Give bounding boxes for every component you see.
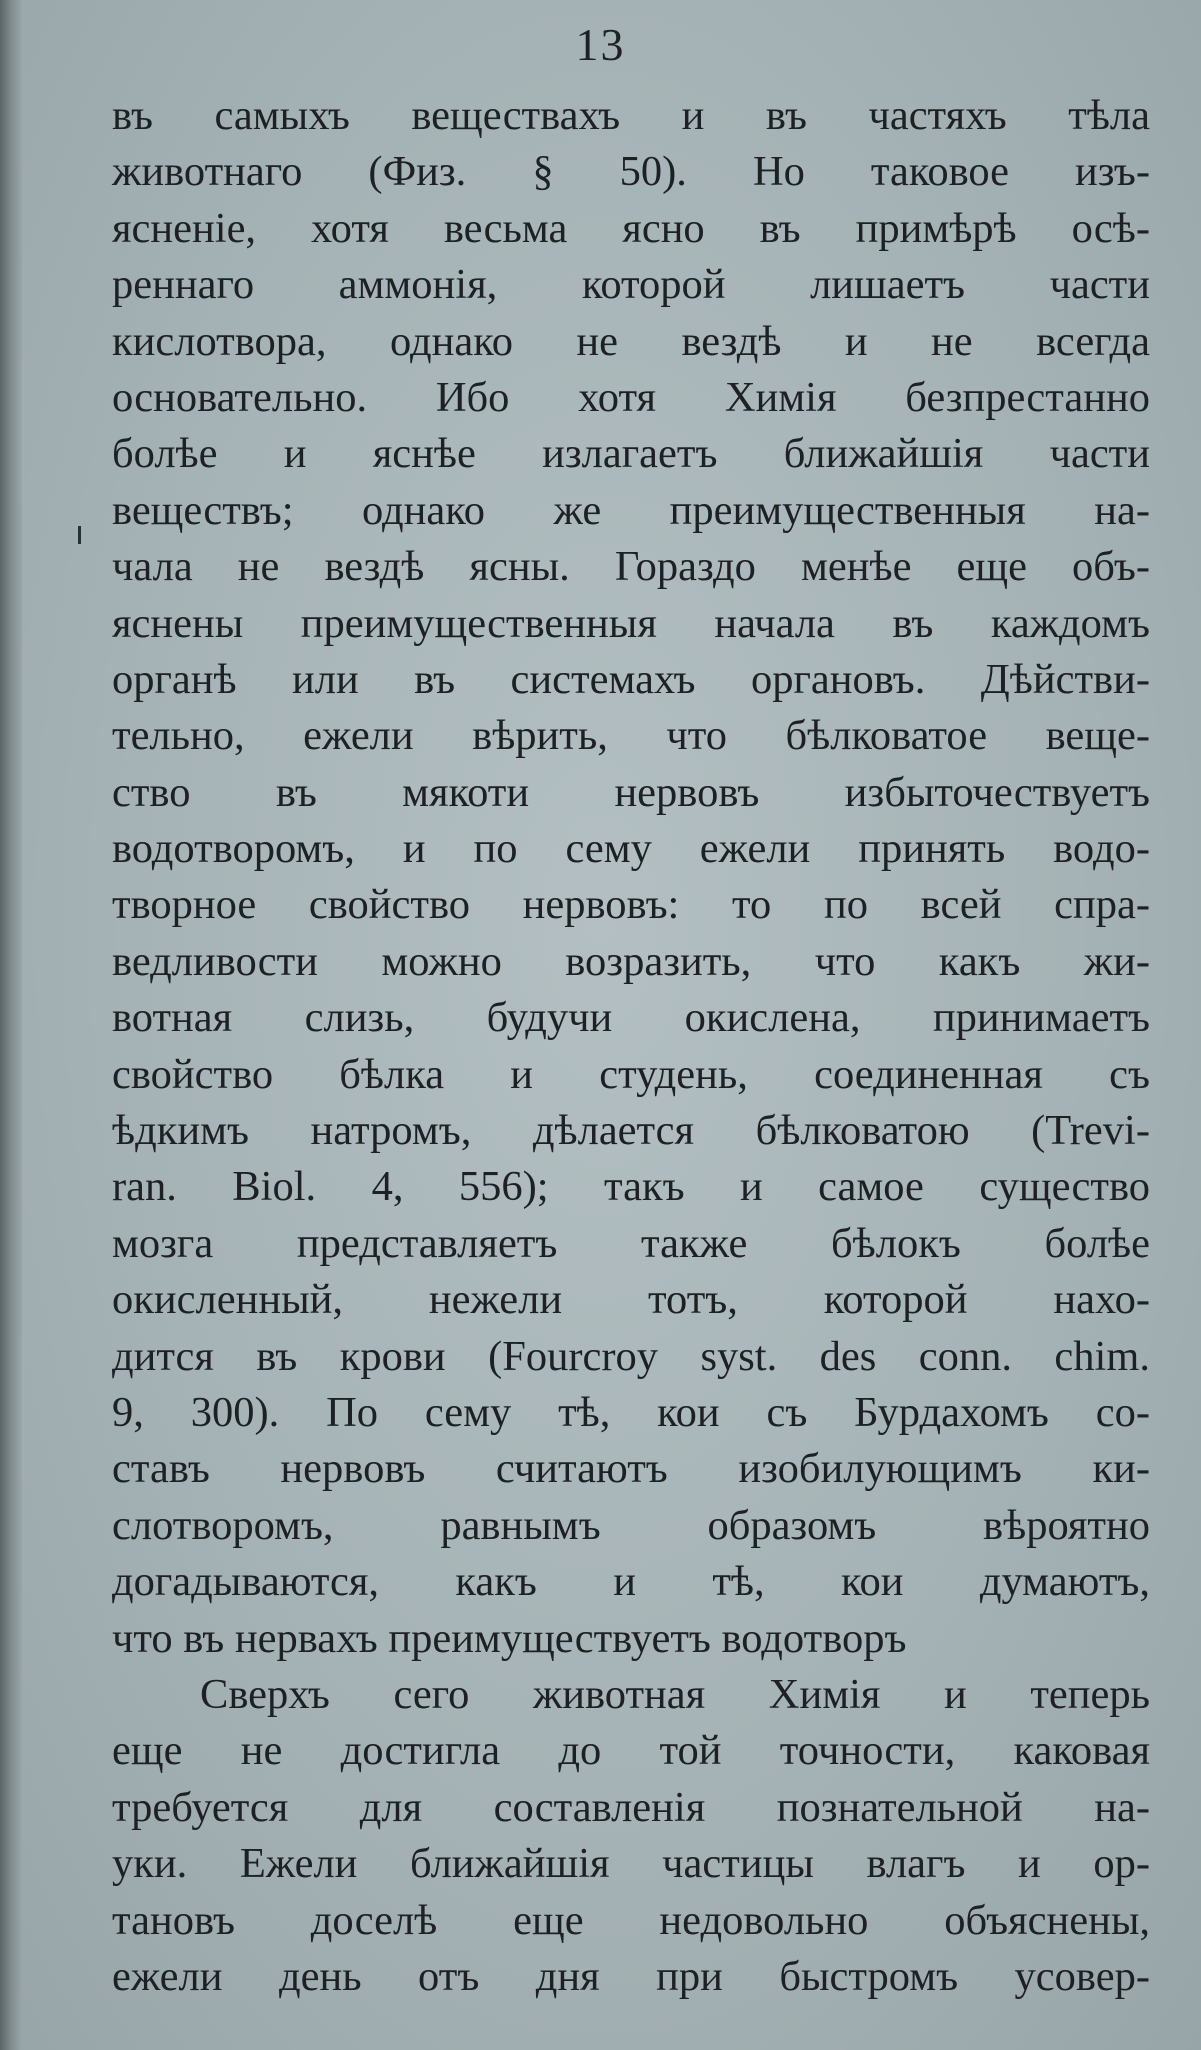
text-line: слотворомъ, равнымъ образомъ вѣроятно xyxy=(112,1501,1150,1549)
text-line: еще не достигла до той точности, каковая xyxy=(112,1727,1150,1775)
text-line: вотная слизь, будучи окислена, принимаетъ xyxy=(112,994,1150,1042)
text-line: творное свойство нервовъ: то по всей спра- xyxy=(112,881,1150,929)
text-line: основательно. Ибо хотя Химія безпрестанно xyxy=(112,373,1150,421)
text-line: ство въ мякоти нервовъ избыточествуетъ xyxy=(112,768,1150,816)
text-line: тельно, ежели вѣрить, что бѣлковатое веще- xyxy=(112,712,1150,760)
text-line: ежели день отъ дня при быстромъ усовер- xyxy=(112,1952,1150,2000)
page-binding-edge xyxy=(0,0,22,2050)
text-line: въ самыхъ веществахъ и въ частяхъ тѣла xyxy=(112,92,1150,139)
text-line: реннаго аммонія, которой лишаетъ части xyxy=(112,261,1150,309)
text-line: водотворомъ, и по сему ежели принять водо- xyxy=(112,825,1150,873)
text-line: что въ нервахъ преимуществуетъ водотворъ xyxy=(112,1614,907,1662)
text-line: Сверхъ сего животная Химія и теперь xyxy=(200,1670,1150,1718)
text-line: кислотвора, однако не вездѣ и не всегда xyxy=(112,317,1150,365)
text-line: веществъ; однако же преимущественныя на- xyxy=(112,486,1150,534)
text-line: уки. Ежели ближайшія частицы влагъ и ор- xyxy=(112,1840,1150,1888)
text-line: ѣдкимъ натромъ, дѣлается бѣлковатою (Trevi- xyxy=(112,1107,1150,1155)
text-line: чала не вездѣ ясны. Гораздо менѣе еще объ- xyxy=(112,543,1150,591)
text-line: ran. Biol. 4, 556); такъ и самое существо xyxy=(112,1163,1150,1211)
body-text xyxy=(112,88,1150,2005)
text-line: ясненіе, хотя весьма ясно въ примѣрѣ осѣ- xyxy=(112,204,1150,252)
text-line: мозга представляетъ также бѣлокъ болѣе xyxy=(112,1219,1150,1267)
margin-mark xyxy=(78,526,81,544)
text-line: органѣ или въ системахъ органовъ. Дѣйстви- xyxy=(112,655,1150,703)
page-number: 13 xyxy=(575,19,626,70)
text-line: окисленный, нежели тотъ, которой нахо- xyxy=(112,1276,1150,1324)
text-line: тановъ доселѣ еще недовольно объяснены, xyxy=(112,1896,1150,1944)
text-line: требуется для составленія познательной на- xyxy=(112,1783,1150,1831)
text-line: животнаго (Физ. § 50). Но таковое изъ- xyxy=(112,148,1150,196)
text-line: свойство бѣлка и студень, соединенная съ xyxy=(112,1050,1150,1098)
text-line: болѣе и яснѣе излагаетъ ближайшія части xyxy=(112,430,1150,478)
text-line: ведливости можно возразить, что какъ жи- xyxy=(112,937,1150,985)
text-line: ставъ нервовъ считаютъ изобилующимъ ки- xyxy=(112,1445,1150,1493)
text-line: дится въ крови (Fourcroy syst. des conn. chim. xyxy=(112,1332,1150,1380)
text-line: 9, 300). По сему тѣ, кои съ Бурдахомъ со- xyxy=(112,1388,1150,1436)
text-line: яснены преимущественныя начала въ каждомъ xyxy=(112,599,1150,647)
text-line: догадываются, какъ и тѣ, кои думаютъ, xyxy=(112,1558,1150,1606)
